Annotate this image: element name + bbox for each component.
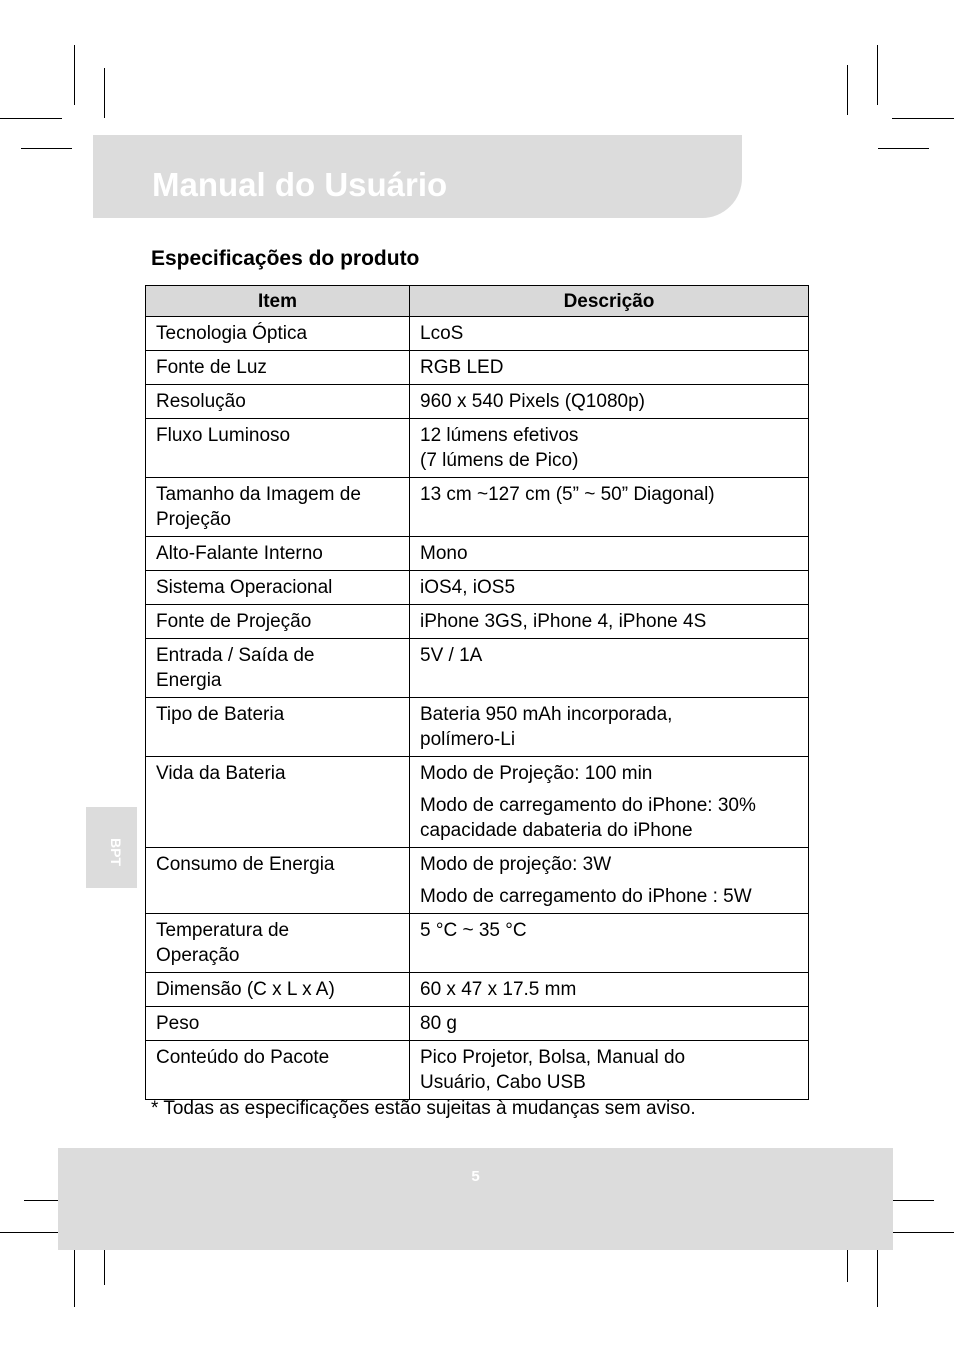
cell-line: Vida da Bateria — [156, 763, 286, 784]
crop-mark — [892, 118, 954, 119]
table-row — [146, 351, 809, 385]
table-row — [146, 385, 809, 419]
cell-line: Peso — [156, 1013, 200, 1034]
cell-line: 13 cm ~127 cm (5” ~ 50” Diagonal) — [420, 484, 715, 505]
table-cell-description — [410, 1041, 809, 1100]
table-row — [146, 419, 809, 478]
cell-line: Fonte de Luz — [156, 357, 267, 378]
table-cell-description — [410, 848, 809, 914]
table-cell-description — [410, 757, 809, 848]
cell-line: Entrada / Saída de — [156, 645, 315, 666]
footer-band — [58, 1148, 893, 1250]
cell-line: 5 °C ~ 35 °C — [420, 920, 527, 941]
cell-line: Fonte de Projeção — [156, 611, 312, 632]
cell-line: Sistema Operacional — [156, 577, 333, 598]
crop-mark — [74, 1245, 75, 1307]
cell-line: Projeção — [156, 509, 231, 530]
footnote: * Todas as especificações estão sujeitas à mudanças sem aviso. — [151, 1098, 696, 1119]
cell-line: Usuário, Cabo USB — [420, 1072, 586, 1093]
table-cell-item — [146, 571, 410, 605]
cell-line: Energia — [156, 670, 222, 691]
cell-line: polímero-Li — [420, 729, 516, 750]
cell-line: Tamanho da Imagem de — [156, 484, 361, 505]
cell-line: Conteúdo do Pacote — [156, 1047, 330, 1068]
crop-mark — [74, 45, 75, 105]
table-cell-description — [410, 914, 809, 973]
crop-mark — [0, 118, 62, 119]
table-cell-description — [410, 1007, 809, 1041]
cell-line: RGB LED — [420, 357, 504, 378]
table-row — [146, 698, 809, 757]
table-row — [146, 973, 809, 1007]
crop-mark — [104, 68, 105, 118]
table-cell-item — [146, 351, 410, 385]
table-body — [146, 317, 809, 1100]
table-row — [146, 1041, 809, 1100]
cell-line: Pico Projetor, Bolsa, Manual do — [420, 1047, 686, 1068]
table-cell-description — [410, 317, 809, 351]
cell-line: Modo de carregamento do iPhone: 30% — [420, 795, 756, 816]
language-tab-label: BPT — [108, 838, 124, 866]
table-cell-description — [410, 419, 809, 478]
table-cell-item — [146, 757, 410, 848]
cell-line: Dimensão (C x L x A) — [156, 979, 335, 1000]
column-header-item: Item — [146, 286, 410, 317]
table-cell-item — [146, 698, 410, 757]
cell-line: Modo de projeção: 3W — [420, 854, 612, 875]
table-cell-item — [146, 639, 410, 698]
table-cell-item — [146, 419, 410, 478]
table-cell-description — [410, 351, 809, 385]
cell-line: 60 x 47 x 17.5 mm — [420, 979, 577, 1000]
cell-line: (7 lúmens de Pico) — [420, 450, 579, 471]
spec-table — [145, 285, 809, 1100]
cell-line: Modo de Projeção: 100 min — [420, 763, 653, 784]
table-row — [146, 605, 809, 639]
cell-line: 12 lúmens efetivos — [420, 425, 579, 446]
table-cell-description — [410, 973, 809, 1007]
table-cell-description — [410, 571, 809, 605]
table-cell-item — [146, 537, 410, 571]
crop-mark — [21, 148, 72, 149]
table-row — [146, 848, 809, 914]
cell-line: Tipo de Bateria — [156, 704, 285, 725]
crop-mark — [878, 148, 929, 149]
cell-line: 5V / 1A — [420, 645, 483, 666]
cell-line: Modo de carregamento do iPhone : 5W — [420, 886, 752, 907]
table-cell-description — [410, 478, 809, 537]
table-row — [146, 537, 809, 571]
table-row — [146, 571, 809, 605]
cell-line: Resolução — [156, 391, 246, 412]
table-header-row — [146, 286, 809, 317]
page-title: Manual do Usuário — [152, 166, 448, 203]
table-cell-item — [146, 848, 410, 914]
crop-mark — [893, 1232, 954, 1233]
cell-line: iPhone 3GS, iPhone 4, iPhone 4S — [420, 611, 707, 632]
table-row — [146, 1007, 809, 1041]
table-row — [146, 478, 809, 537]
crop-mark — [0, 1232, 62, 1233]
cell-line: Tecnologia Óptica — [156, 323, 308, 344]
cell-line: iOS4, iOS5 — [420, 577, 516, 598]
table-cell-item — [146, 478, 410, 537]
table-cell-item — [146, 1007, 410, 1041]
table-cell-description — [410, 385, 809, 419]
cell-line: 80 g — [420, 1013, 457, 1034]
cell-line: Fluxo Luminoso — [156, 425, 291, 446]
table-row — [146, 639, 809, 698]
cell-line: Temperatura de — [156, 920, 290, 941]
header-banner — [93, 135, 742, 218]
cell-line: Alto-Falante Interno — [156, 543, 323, 564]
table-cell-item — [146, 1041, 410, 1100]
cell-line: 960 x 540 Pixels (Q1080p) — [420, 391, 645, 412]
section-title: Especificações do produto — [151, 247, 420, 270]
cell-line: capacidade dabateria do iPhone — [420, 820, 693, 841]
crop-mark — [877, 45, 878, 105]
table-cell-description — [410, 537, 809, 571]
table-row — [146, 914, 809, 973]
table-cell-item — [146, 385, 410, 419]
table-cell-item — [146, 317, 410, 351]
cell-line: Bateria 950 mAh incorporada, — [420, 704, 673, 725]
cell-line: LcoS — [420, 323, 464, 344]
table-row — [146, 757, 809, 848]
column-header-description: Descrição — [410, 286, 809, 317]
table-cell-item — [146, 914, 410, 973]
cell-line: Mono — [420, 543, 468, 564]
table-row — [146, 317, 809, 351]
page-number: 5 — [471, 1168, 480, 1185]
cell-line: Consumo de Energia — [156, 854, 335, 875]
language-tab — [86, 807, 137, 888]
crop-mark — [847, 65, 848, 115]
table-cell-item — [146, 605, 410, 639]
table-cell-item — [146, 973, 410, 1007]
crop-mark — [877, 1245, 878, 1307]
table-cell-description — [410, 605, 809, 639]
cell-line: Operação — [156, 945, 240, 966]
table-cell-description — [410, 698, 809, 757]
table-cell-description — [410, 639, 809, 698]
